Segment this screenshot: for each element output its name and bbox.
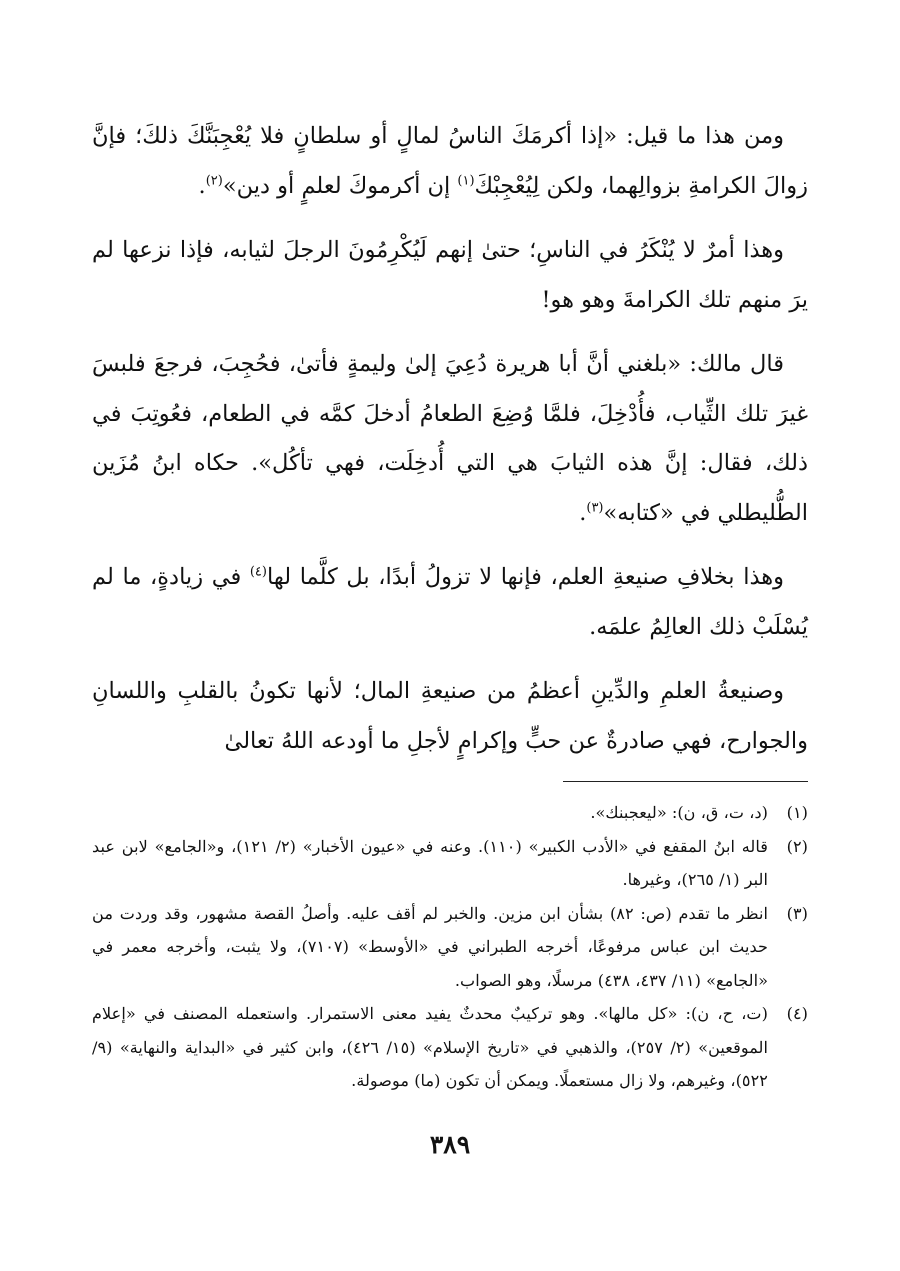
paragraph-4-text-cont: في زيادةٍ، ما لم يُسْلَبْ ذلك العالِمُ علمَه. bbox=[92, 564, 808, 640]
footnote-2-text: قاله ابنُ المقفع في «الأدب الكبير» (١١٠). وعنه في «عيون الأخبار» (٢/ ١٢١)، و«الجامع» لابن عبد البر (١/ ٢٦٥)، وغيرها. bbox=[92, 836, 768, 889]
footnote-2-number: (٢) bbox=[786, 836, 808, 856]
paragraph-2-text: وهذا أمرٌ لا يُنْكَرُ في الناسِ؛ حتىٰ إنهم لَيُكْرِمُونَ الرجلَ لثيابه، فإذا نزعها لم يرَ منهم تلك الكرامةَ وهو هو! bbox=[92, 237, 808, 313]
footnote-divider bbox=[563, 781, 808, 782]
footnotes bbox=[92, 796, 808, 1098]
paragraph-3-text-cont: . bbox=[579, 499, 587, 526]
paragraph-5 bbox=[92, 667, 808, 766]
footnote-4 bbox=[92, 997, 808, 1098]
paragraph-5-text: وصنيعةُ العلمِ والدِّينِ أعظمُ من صنيعةِ المال؛ لأنها تكونُ بالقلبِ واللسانِ والجوارح، فهي صادرةٌ عن حبٍّ وإكرامٍ لأجلِ ما أودعه اللهُ تعالىٰ bbox=[92, 678, 808, 754]
footnote-ref-4[interactable]: (٤) bbox=[249, 564, 267, 580]
paragraph-4 bbox=[92, 553, 808, 652]
footnote-1-number: (١) bbox=[786, 803, 808, 822]
paragraph-1 bbox=[92, 112, 808, 211]
footnote-ref-1[interactable]: (١) bbox=[457, 173, 475, 188]
paragraph-2 bbox=[92, 226, 808, 325]
footnote-3-text: انظر ما تقدم (ص: ٨٢) بشأن ابن مزين. والخبر لم أقف عليه. وأصلُ القصة مشهور، وقد وردت من حديث ابن عباس مرفوعًا، أخرجه الطبراني في «الأوسط» (٧١٠٧)، ولا يثبت، وأخرجه معمر في «الجامع» (١١/ ٤٣٧، ٤٣٨) مرسلًا، وهو الصواب. bbox=[92, 903, 768, 990]
page-content bbox=[92, 112, 808, 1098]
footnote-1 bbox=[92, 796, 808, 830]
footnote-3-number: (٣) bbox=[786, 903, 808, 923]
footnote-4-number: (٤) bbox=[786, 1004, 808, 1023]
paragraph-1-text-cont: إن أكرموكَ لعلمٍ أو دين» bbox=[222, 172, 458, 199]
footnote-4-text: (ت، ح، ن): «كل مالها». وهو تركيبٌ محدثٌ يفيد معنى الاستمرار. واستعمله المصنف في «إعلام الموقعين» (٢/ ٢٥٧)، والذهبي في «تاريخ الإسلام» (١٥/ ٤٢٦)، وابن كثير في «البداية والنهاية» (٩/ ٥٢٢)، وغيرهم، ولا زال مستعملًا. ويمكن أن تكون (ما) موصولة. bbox=[92, 1004, 768, 1090]
paragraph-1-text: ومن هذا ما قيل: «إذا أكرمَكَ الناسُ لمالٍ أو سلطانٍ فلا يُعْجِبَنَّكَ ذلكَ؛ فإنَّ زوالَ الكرامةِ بزوالِهما، ولكن لِيُعْجِبْكَ bbox=[92, 123, 808, 199]
footnote-3 bbox=[92, 897, 808, 998]
paragraph-3 bbox=[92, 340, 808, 538]
paragraph-3-text: قال مالك: «بلغني أنَّ أبا هريرة دُعِيَ إلىٰ وليمةٍ فأتىٰ، فحُجِبَ، فرجعَ فلبسَ غيرَ تلك الثِّياب، فأُدْخِلَ، فلمَّا وُضِعَ الطعامُ أدخلَ كمَّه في الطعام، فعُوتِبَ في ذلك، فقال: إنَّ هذه الثيابَ هي التي أُدخِلَت، فهي تأكُل». حكاه ابنُ مُزَين الطُّليطلي في «كتابه» bbox=[92, 351, 808, 526]
footnote-2 bbox=[92, 830, 808, 897]
footnote-1-text: (د، ت، ق، ن): «ليعجبنك». bbox=[590, 803, 768, 822]
footnote-ref-2[interactable]: (٢) bbox=[205, 173, 223, 188]
paragraph-1-text-end: . bbox=[198, 172, 206, 199]
page-number: ٣٨٩ bbox=[429, 1130, 471, 1159]
footnote-ref-3[interactable]: (٣) bbox=[586, 500, 604, 515]
paragraph-4-text: وهذا بخلافِ صنيعةِ العلم، فإنها لا تزولُ أبدًا، بل كلَّما لها bbox=[266, 564, 784, 590]
main-text bbox=[92, 112, 808, 766]
